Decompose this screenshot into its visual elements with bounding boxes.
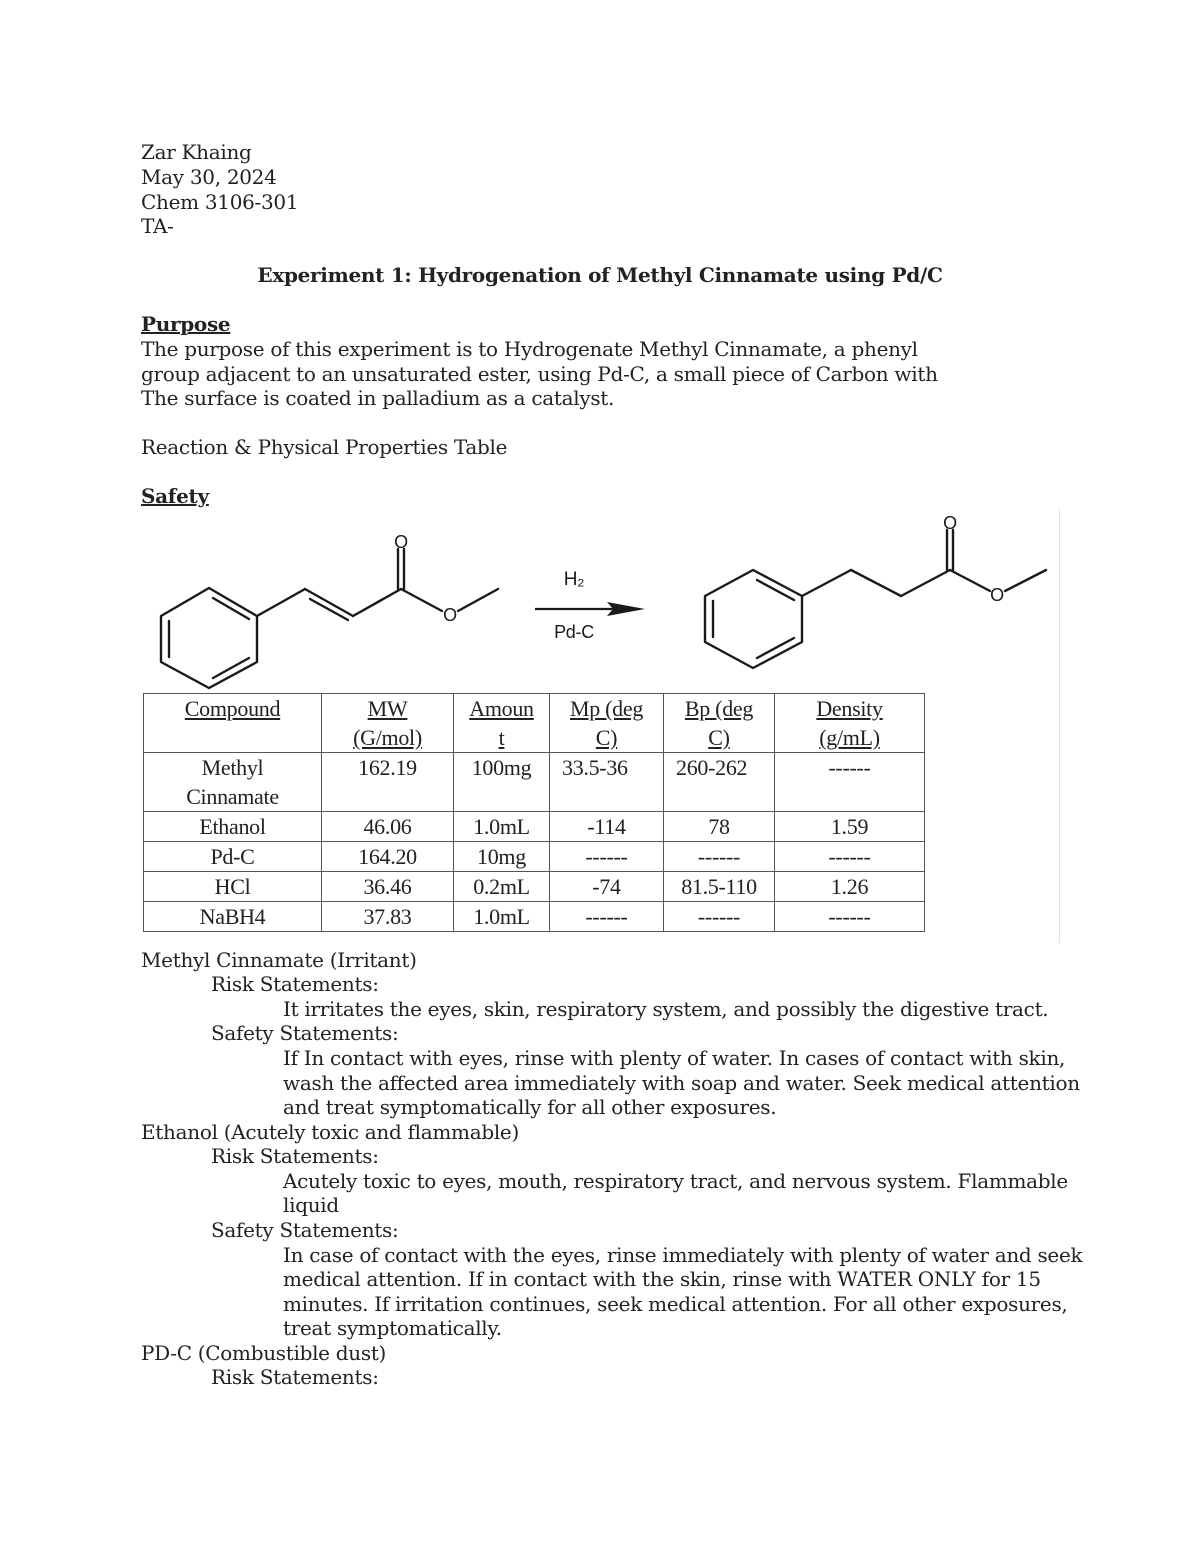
column-header: MW (G/mol) bbox=[322, 694, 454, 753]
product-ester-oxygen: O bbox=[990, 585, 1004, 605]
physical-properties-table bbox=[143, 693, 925, 932]
bp-cell: ------ bbox=[664, 842, 775, 872]
report-date: May 30, 2024 bbox=[141, 165, 277, 189]
table-row bbox=[144, 753, 925, 812]
reaction-arrow bbox=[535, 602, 645, 616]
reactant-carbonyl-oxygen: O bbox=[394, 532, 408, 552]
risk-label: Risk Statements: bbox=[211, 1144, 379, 1168]
column-header: Density (g/mL) bbox=[775, 694, 925, 753]
density-cell: ------ bbox=[775, 902, 925, 932]
purpose-heading: Purpose bbox=[141, 312, 231, 336]
amount-cell: 1.0mL bbox=[454, 902, 550, 932]
safety-line: In case of contact with the eyes, rinse immediately with plenty of water and seek bbox=[283, 1243, 1083, 1267]
amount-cell: 0.2mL bbox=[454, 872, 550, 902]
reagent-hydrogen: H₂ bbox=[563, 569, 585, 590]
purpose-line: group adjacent to an unsaturated ester, using Pd-C, a small piece of Carbon with bbox=[141, 362, 938, 386]
density-cell: ------ bbox=[775, 753, 925, 812]
safety-label: Safety Statements: bbox=[211, 1218, 399, 1242]
document-title: Experiment 1: Hydrogenation of Methyl Cinnamate using Pd/C bbox=[257, 263, 943, 287]
reaction-table-label: Reaction & Physical Properties Table bbox=[141, 435, 508, 459]
reagent-catalyst: Pd-C bbox=[554, 622, 594, 642]
safety-line: treat symptomatically. bbox=[283, 1316, 502, 1340]
safety-line: and treat symptomatically for all other exposures. bbox=[283, 1095, 777, 1119]
safety-line: wash the affected area immediately with soap and water. Seek medical attention bbox=[283, 1071, 1080, 1095]
table-row bbox=[144, 842, 925, 872]
risk-line: liquid bbox=[283, 1193, 339, 1217]
purpose-line: The purpose of this experiment is to Hydrogenate Methyl Cinnamate, a phenyl bbox=[141, 337, 918, 361]
mp-cell: -74 bbox=[550, 872, 664, 902]
safety-line: If In contact with eyes, rinse with plenty of water. In cases of contact with skin, bbox=[283, 1046, 1066, 1070]
safety-label: Safety Statements: bbox=[211, 1021, 399, 1045]
mw-cell: 162.19 bbox=[322, 753, 454, 812]
compound-cell: HCl bbox=[144, 872, 322, 902]
compound-cell: Methyl Cinnamate bbox=[144, 753, 322, 812]
density-cell: 1.59 bbox=[775, 812, 925, 842]
mw-cell: 164.20 bbox=[322, 842, 454, 872]
mw-cell: 36.46 bbox=[322, 872, 454, 902]
mw-cell: 37.83 bbox=[322, 902, 454, 932]
mp-cell: ------ bbox=[550, 902, 664, 932]
risk-line: Acutely toxic to eyes, mouth, respiratory tract, and nervous system. Flammable bbox=[283, 1169, 1068, 1193]
bp-cell: ------ bbox=[664, 902, 775, 932]
product-carbonyl-oxygen: O bbox=[943, 513, 957, 533]
column-header: Mp (deg C) bbox=[550, 694, 664, 753]
bp-cell: 81.5-110 bbox=[664, 872, 775, 902]
table-row bbox=[144, 902, 925, 932]
compound-cell: Pd-C bbox=[144, 842, 322, 872]
mp-cell: 33.5-36 bbox=[550, 753, 664, 812]
author-name: Zar Khaing bbox=[141, 140, 252, 164]
bp-cell: 78 bbox=[664, 812, 775, 842]
amount-cell: 10mg bbox=[454, 842, 550, 872]
column-header: Amoun t bbox=[454, 694, 550, 753]
reactant-ester-oxygen: O bbox=[443, 605, 457, 625]
compound-cell: NaBH4 bbox=[144, 902, 322, 932]
ta-label: TA- bbox=[141, 214, 174, 238]
safety-pdc-title: PD-C (Combustible dust) bbox=[141, 1341, 387, 1365]
mp-cell: ------ bbox=[550, 842, 664, 872]
purpose-line: The surface is coated in palladium as a catalyst. bbox=[141, 386, 615, 410]
course-code: Chem 3106-301 bbox=[141, 190, 299, 214]
amount-cell: 1.0mL bbox=[454, 812, 550, 842]
risk-line: It irritates the eyes, skin, respiratory system, and possibly the digestive tract. bbox=[283, 997, 1049, 1021]
safety-line: minutes. If irritation continues, seek medical attention. For all other exposures, bbox=[283, 1292, 1068, 1316]
table-row bbox=[144, 872, 925, 902]
column-header: Compound bbox=[144, 694, 322, 753]
mp-cell: -114 bbox=[550, 812, 664, 842]
mw-cell: 46.06 bbox=[322, 812, 454, 842]
safety-heading: Safety bbox=[141, 484, 209, 508]
risk-label: Risk Statements: bbox=[211, 972, 379, 996]
risk-label: Risk Statements: bbox=[211, 1365, 379, 1389]
safety-methyl-title: Methyl Cinnamate (Irritant) bbox=[141, 948, 417, 972]
safety-line: medical attention. If in contact with the skin, rinse with WATER ONLY for 15 bbox=[283, 1267, 1041, 1291]
density-cell: 1.26 bbox=[775, 872, 925, 902]
reaction-scheme bbox=[141, 508, 1061, 693]
table-row bbox=[144, 812, 925, 842]
bp-cell: 260-262 bbox=[664, 753, 775, 812]
safety-ethanol-title: Ethanol (Acutely toxic and flammable) bbox=[141, 1120, 519, 1144]
amount-cell: 100mg bbox=[454, 753, 550, 812]
density-cell: ------ bbox=[775, 842, 925, 872]
column-header: Bp (deg C) bbox=[664, 694, 775, 753]
compound-cell: Ethanol bbox=[144, 812, 322, 842]
table-header-row bbox=[144, 694, 925, 753]
